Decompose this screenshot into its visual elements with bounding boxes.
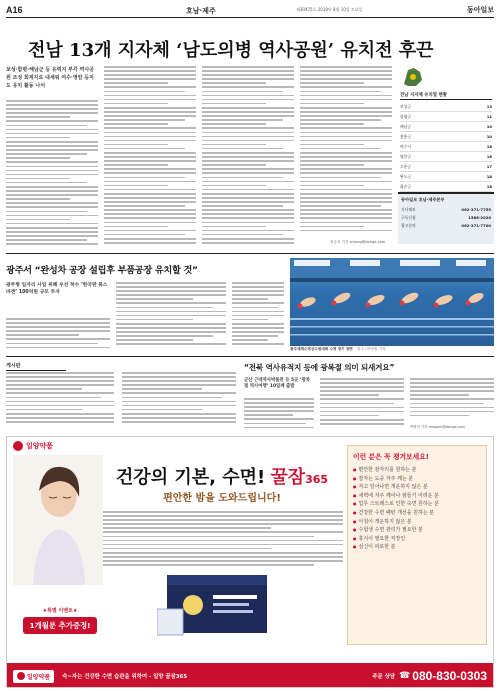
bullet-text: 자고 일어나면 개운하지 않은 분 — [358, 484, 428, 491]
sidebar-row-name: 여수시 — [400, 144, 412, 149]
sidebar-row-value: 11 — [486, 114, 492, 119]
swim-photo — [290, 258, 494, 346]
lead-body-col3 — [202, 66, 294, 248]
bullet-list — [353, 466, 481, 552]
sidebar-table — [400, 102, 492, 192]
sidebar-row-value: 16 — [486, 154, 492, 159]
sidebar-row-value: 13 — [486, 104, 492, 109]
region-map-icon — [400, 66, 426, 88]
contact-number: 062-371-7755 — [461, 207, 491, 212]
sidebar-row-name: 완도군 — [400, 174, 412, 179]
product-package-image — [157, 565, 277, 637]
masthead — [6, 4, 494, 18]
contact-label: 기사제보 — [401, 207, 416, 212]
story3-headline: “전북 역사유적지 등에 광복절 의미 되새겨요” — [244, 363, 395, 372]
contact-box — [398, 192, 494, 244]
lead-sidebar — [398, 62, 494, 250]
paper-logo: 동아일보 — [466, 5, 494, 14]
sidebar-row-value: 10 — [486, 134, 492, 139]
brand-name: 일양약품 — [26, 442, 54, 450]
sidebar-row-value: 16 — [486, 144, 492, 149]
contact-label: 광고문의 — [401, 223, 416, 228]
bullet-check-icon: ● — [353, 535, 357, 541]
masthead-rule — [6, 17, 494, 18]
contact-row — [401, 206, 491, 214]
lead-body-col2 — [104, 66, 196, 248]
ad-brand-top — [13, 441, 53, 451]
bullet-text: 새벽에 자주 깨어나 잠들기 어려운 분 — [358, 492, 439, 499]
bottom-logo-icon — [17, 672, 25, 680]
sidebar-row — [400, 152, 492, 162]
story3-body-col1 — [244, 398, 314, 430]
promo-top: ★특별 이벤트★ — [42, 608, 78, 614]
bullet-check-icon: ● — [353, 518, 357, 524]
sidebar-row-name: 보성군 — [400, 104, 412, 109]
ad-headline-b: 꿀잠 — [270, 467, 306, 488]
sidebar-row — [400, 122, 492, 132]
contact-list — [401, 206, 491, 230]
bullet-text: 편안한 잠자리를 원하는 분 — [358, 467, 417, 473]
bullet-check-icon: ● — [353, 527, 357, 533]
bullet-item — [353, 509, 481, 518]
bullet-item — [353, 518, 481, 527]
story2-headline: 광주서 “완성차 공장 설립후 부품공장 유치할 것” — [6, 265, 198, 276]
notice-title: 게시판 — [6, 362, 66, 371]
ad-body-copy — [103, 511, 343, 571]
lead-byline: 정승호 기자 shjung@donga.com — [330, 240, 386, 244]
sidebar-row-value: 17 — [486, 164, 492, 169]
section-name: 호남·제주 — [186, 7, 216, 15]
ad-subhead: 편안한 밤을 도와드립니다! — [163, 493, 281, 504]
bullet-check-icon: ● — [353, 467, 357, 472]
bullet-item — [353, 492, 481, 501]
lead-body-col1 — [6, 100, 98, 248]
ad-product-box — [157, 565, 277, 637]
bullet-text: 건강한 수면 패턴 개선을 원하는 분 — [358, 509, 435, 516]
sidebar-row — [400, 112, 492, 122]
order-phone: 080-830-0303 — [412, 669, 487, 683]
ad-headline-num: 365 — [305, 473, 329, 486]
story2-subhead: 광주형 일자리 사업 위해 우선 착수 ‘한국판 폭스바겐’ 100억원 규모 투자 — [6, 283, 108, 295]
sidebar-row-name: 해남군 — [400, 124, 412, 129]
ad-headline — [107, 463, 337, 489]
bullet-text: 잠자는 도중 자주 깨는 분 — [358, 475, 414, 482]
phone-icon: ☎ — [399, 671, 411, 681]
story3-byline: 박영민 기자 minpark@donga.com — [410, 425, 465, 429]
sidebar-title: 전남 지자체 유치열 현황 — [400, 92, 492, 100]
map-graphic — [400, 66, 426, 88]
bullet-item — [353, 526, 481, 535]
bullet-check-icon: ● — [353, 501, 357, 507]
photo-caption-text: 광주세계수영선수권대회 수영 경기 장면 — [290, 347, 353, 351]
contact-row — [401, 214, 491, 222]
bottom-brand-name: 일양약품 — [27, 673, 51, 681]
order-label: 주문 상담 — [372, 674, 396, 680]
lead-headline: 전남 13개 지자체 ‘남도의병 역사공원’ 유치전 후끈 — [28, 40, 434, 61]
bullet-item — [353, 466, 481, 475]
bullet-check-icon: ● — [353, 509, 357, 515]
sidebar-row-name: 장흥군 — [400, 134, 412, 139]
story2-body-col2 — [116, 282, 226, 350]
bullet-check-icon: ● — [353, 544, 357, 550]
bullet-text: 심신이 피로한 분 — [358, 544, 396, 551]
contact-number: 1588-2020 — [468, 215, 491, 220]
sidebar-row — [400, 142, 492, 152]
story3-body-col3 — [410, 378, 494, 422]
lead-bottom-rule — [6, 253, 494, 254]
advertisement — [6, 436, 494, 688]
sidebar-row-value: 10 — [486, 124, 492, 129]
story2-body-col1 — [6, 318, 110, 350]
bullet-item — [353, 535, 481, 544]
promo-main: 1개월분 추가증정! — [23, 617, 97, 634]
page-number: A16 — [6, 5, 23, 15]
sidebar-row-name: 함평군 — [400, 114, 412, 119]
contact-row — [401, 222, 491, 230]
sidebar-row-name: 화순군 — [400, 184, 412, 189]
bullet-item — [353, 475, 481, 484]
bullet-text: 업무 스트레스로 인한 숙면 원하는 분 — [358, 501, 439, 508]
ad-bottom-brand — [13, 670, 54, 683]
sidebar-row — [400, 172, 492, 182]
ad-bullet-panel — [347, 445, 487, 645]
bullet-check-icon: ● — [353, 475, 357, 481]
sidebar-row-name: 영암군 — [400, 154, 412, 159]
notice-board — [6, 362, 236, 430]
sidebar-row — [400, 162, 492, 172]
bullet-item — [353, 483, 481, 492]
sidebar-row-name: 고흥군 — [400, 164, 412, 169]
bullet-check-icon: ● — [353, 484, 357, 490]
bullet-text: 휴식이 필요한 직장인 — [358, 535, 406, 542]
notice-col2 — [122, 372, 236, 428]
story3-subhead: 군산 근대역사박물관 등 5곳 ‘광복절 역사여행’ 10일께 출발 — [244, 378, 310, 390]
story3-body-col2 — [320, 378, 404, 430]
bottom-slogan: 숙~자는 건강한 수면 습관을 위하여 - 일양 꿀잠365 — [62, 674, 188, 680]
ad-headline-a: 건강의 기본, 수면! — [115, 467, 266, 488]
bullet-item — [353, 500, 481, 509]
lead-body-col4 — [300, 66, 392, 236]
sidebar-row — [400, 182, 492, 192]
sidebar-row — [400, 132, 492, 142]
sleeping-woman-image — [13, 455, 103, 585]
bullet-text: 수험생 수면 관리가 필요한 분 — [358, 527, 423, 534]
issue-info: 제30475호 2019년 8월 10일 토요일 — [296, 7, 363, 12]
photo-caption — [290, 347, 494, 352]
contact-number: 062-371-7700 — [461, 223, 491, 228]
ad-model-image — [13, 455, 103, 585]
bullet-text: 아침이 개운하지 않은 분 — [358, 518, 412, 525]
photo-credit: 광주=박영철 기자 — [356, 347, 386, 351]
ad-promo-badge — [23, 607, 97, 649]
bullet-check-icon: ● — [353, 492, 357, 498]
contact-office: 동아일보 호남·제주본부 — [401, 197, 445, 202]
contact-label: 구독신청 — [401, 215, 416, 220]
story2-body-col3 — [232, 282, 284, 350]
bullet-item — [353, 543, 481, 552]
sidebar-row-value: 18 — [486, 174, 492, 179]
sidebar-row — [400, 102, 492, 112]
brand-logo-icon — [13, 441, 23, 451]
sidebar-row-value: 18 — [486, 184, 492, 189]
ad-bottom-bar — [7, 663, 494, 688]
bullets-title: 이런 분은 꼭 챙겨보세요! — [353, 453, 429, 461]
swimmers-image — [290, 258, 494, 346]
mid-rule — [6, 356, 494, 357]
lead-subhead: 보성·함평·해남군 등 유력지 부각 역사공원 조성 회계지로 내세워 여수·영암 등지도 유치 활동 나서 — [6, 67, 95, 89]
notice-col1 — [6, 372, 114, 428]
